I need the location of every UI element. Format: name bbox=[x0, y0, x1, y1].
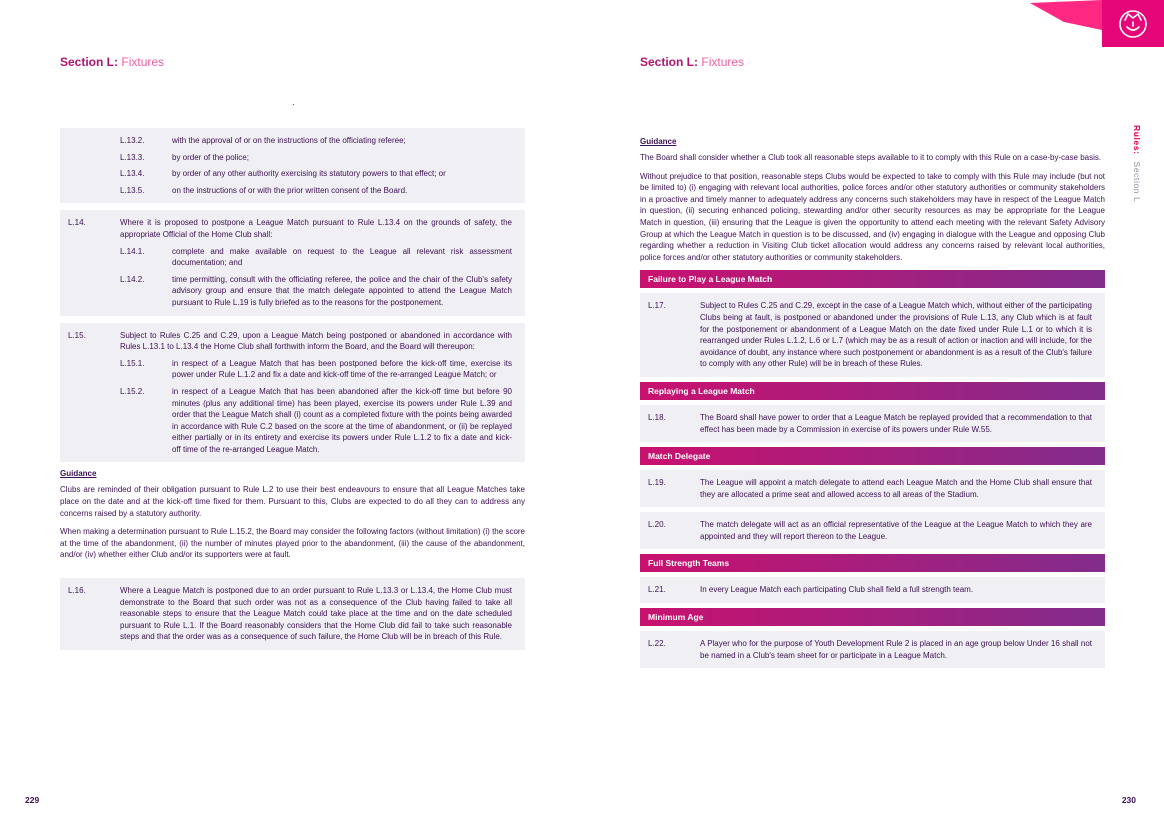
rule-number: L.13.2. bbox=[120, 136, 145, 145]
guidance-paragraph: When making a determination pursuant to Rule L.15.2, the Board may consider the following factors (without limitation) (i) the score at the time of the abandonment, (ii) the number of minutes played prior to the abandonment, (iii) the cause of the abandonment, and/or (iv) whether either Club and/or its supporters were at fault. bbox=[60, 527, 525, 560]
rule-item bbox=[68, 185, 512, 197]
guidance-paragraph: Without prejudice to that position, reasonable steps Clubs would be expected to take to comply with this Rule may include (but not be limited to) (i) engaging with relevant local authorities, police forces and/or other statutory authorities or community stakeholders in a proactive and timely manner to adequately address any concerns such stakeholders may have in respect of the League Match in question, (ii) securing enhanced policing, stewarding and/or other security resources as may be appropriate for the League Match in question, (iii) ensuring that the League is given the opportunity to attend each meeting with the relevant Safety Advisory Group at which the League Match in question is to be discussed, and (iv) engaging in dialogue with the League and opposing Club regarding whether a reduction in Visiting Club ticket allocation would address any concerns raised by relevant local authorities, police forces and/or other statutory authorities or community stakeholders. bbox=[640, 171, 1105, 262]
rule-number: L.20. bbox=[648, 520, 666, 530]
rule-item bbox=[648, 584, 1092, 596]
page-title-right bbox=[640, 55, 1105, 69]
section-label: Section L: bbox=[60, 55, 119, 69]
rule-number: L.13.4. bbox=[120, 169, 145, 179]
rule-item bbox=[68, 135, 512, 147]
rule-item bbox=[68, 274, 512, 309]
section-banner-replaying: Replaying a League Match bbox=[640, 382, 1105, 400]
rule-text: The Board shall have power to order that a League Match be replayed provided that a recommendation to that effect has been made by a Commission in exercise of its powers under Rule W.55. bbox=[700, 412, 1092, 434]
rule-number: L.14.1. bbox=[120, 246, 145, 256]
section-banner-match-delegate: Match Delegate bbox=[640, 447, 1105, 465]
rule-text: Subject to Rules C.25 and C.29, upon a League Match being postponed or abandoned in accordance with Rules L.13.1 to L.13.4 the Home Club shall forthwith inform the Board, and the Board will thereupon: bbox=[120, 330, 512, 352]
rule-item bbox=[648, 300, 1092, 370]
rule-number: L.19. bbox=[648, 478, 666, 488]
rule-number: L.17. bbox=[648, 301, 666, 311]
rule-block-l18 bbox=[640, 405, 1105, 442]
rule-number: L.15. bbox=[68, 330, 86, 340]
rule-block-l21 bbox=[640, 577, 1105, 603]
page-right bbox=[640, 55, 1105, 673]
rule-text: Subject to Rules C.25 and C.29, except in the case of a League Match which, without either of the participating Clubs being at fault, is postponed or abandoned under the provisions of Rule L.13, any Club which is at fault for the postponement or abandonment of a League Match on the date fixed under Rule L.1 or to which it is rearranged under Rules L.1.2, L.6 or L.7 (which may be as a result of action or inaction and will include, for the avoidance of doubt, any instance where such postponement or abandonment is as a result of the Club's failure to comply with any other Rule) will be in breach of these Rules. bbox=[700, 301, 1092, 369]
rule-text: complete and make available on request to the League all relevant risk assessment documentation; and bbox=[172, 246, 512, 268]
rule-text: in respect of a League Match that has been abandoned after the kick-off time but before 90 minutes (plus any additional time) has been played, exercise its powers under Rule L.39 and order that the League Match shall (i) count as a completed fixture with the points being awarded in accordance with Rule C.2 based on the score at the time of abandonment, or (ii) be replayed either partially or in its entirety and exercise its powers under Rule L.1.2 to fix a date and kick-off time of the re-arranged League Match. bbox=[172, 386, 512, 454]
rule-number: L.15.1. bbox=[120, 358, 145, 368]
section-banner-full-strength-teams: Full Strength Teams bbox=[640, 554, 1105, 572]
rule-block-l14 bbox=[60, 210, 525, 315]
rule-text: in respect of a League Match that has been postponed before the kick-off time, exercise its power under Rule L.1.2 and fix a date and kick-off time of the re-arranged League Match; or bbox=[172, 358, 512, 380]
rule-item bbox=[68, 152, 512, 164]
rule-number: L.18. bbox=[648, 412, 666, 422]
rule-block-l22 bbox=[640, 631, 1105, 668]
rule-text: Where it is proposed to postpone a League Match pursuant to Rule L.13.4 on the grounds of safety, the appropriate Official of the Home Club shall: bbox=[120, 218, 512, 239]
page-title-left bbox=[60, 55, 525, 69]
rule-number: L.22. bbox=[648, 639, 666, 649]
rule-item bbox=[648, 519, 1092, 542]
rule-text: with the approval of or on the instructions of the officiating referee; bbox=[172, 136, 406, 145]
section-banner-failure-to-play: Failure to Play a League Match bbox=[640, 270, 1105, 288]
rule-block-l17 bbox=[640, 293, 1105, 377]
rule-item bbox=[648, 477, 1092, 500]
pink-ribbon-shape bbox=[1030, 0, 1102, 30]
corner-decoration bbox=[1014, 0, 1164, 50]
rule-item bbox=[68, 168, 512, 180]
rule-item bbox=[68, 330, 512, 353]
rule-number: L.15.2. bbox=[120, 386, 145, 396]
side-tab-rules-label: Rules: bbox=[1132, 125, 1142, 155]
side-tab bbox=[1132, 125, 1142, 202]
rule-text: by order of any other authority exercising its statutory powers to that effect; or bbox=[172, 169, 446, 179]
rule-item bbox=[648, 412, 1092, 435]
rule-block-l20 bbox=[640, 512, 1105, 549]
stray-mark: . bbox=[292, 97, 295, 107]
rule-text: In every League Match each participating Club shall field a full strength team. bbox=[700, 585, 974, 595]
rule-text: A Player who for the purpose of Youth Development Rule 2 is placed in an age group below Under 16 shall not be named in a Club's team sheet for or participate in a League Match. bbox=[700, 639, 1092, 660]
guidance-paragraph: The Board shall consider whether a Club took all reasonable steps available to it to comply with this Rule on a case-by-case basis. bbox=[640, 153, 1102, 162]
section-title: Fixtures bbox=[701, 55, 745, 69]
rule-text: Where a League Match is postponed due to an order pursuant to Rule L.13.3 or L.13.4, the Home Club must demonstrate to the Board that such order was not as a consequence of the Club having failed to take all reasonable steps to ensure that the League Match could take place at the time and on the date scheduled pursuant to Rule L.1. If the Board reasonably considers that the Home Club did fail to take such reasonable steps and that the order was as a consequence of such failure, the Home Club will be in breach of this Rule. bbox=[120, 586, 512, 642]
section-label: Section L: bbox=[640, 55, 699, 69]
rule-text: on the instructions of or with the prior written consent of the Board. bbox=[172, 185, 408, 195]
rule-item bbox=[68, 217, 512, 240]
rule-item bbox=[68, 358, 512, 381]
rule-text: The League will appoint a match delegate to attend each League Match and the Home Club shall ensure that they are allocated a prime seat and allowed access to all areas of the Stadium. bbox=[700, 478, 1092, 499]
rule-item bbox=[68, 386, 512, 456]
rule-block-l16 bbox=[60, 578, 525, 650]
rule-number: L.14.2. bbox=[120, 274, 145, 284]
page-number-right: 230 bbox=[1121, 795, 1136, 805]
rule-block-l15 bbox=[60, 323, 525, 463]
rule-number: L.16. bbox=[68, 586, 86, 596]
guidance-heading: Guidance bbox=[640, 137, 677, 146]
rule-item bbox=[648, 638, 1092, 661]
rule-item bbox=[68, 585, 512, 643]
rule-number: L.21. bbox=[648, 585, 666, 595]
side-tab-section-label: Section L bbox=[1132, 161, 1142, 203]
rule-number: L.13.3. bbox=[120, 152, 145, 162]
section-title: Fixtures bbox=[121, 55, 165, 69]
page-number-left: 229 bbox=[25, 795, 40, 805]
rule-number: L.14. bbox=[68, 218, 86, 228]
rule-number: L.13.5. bbox=[120, 185, 145, 195]
rule-block-l13 bbox=[60, 128, 525, 203]
rule-block-l19 bbox=[640, 470, 1105, 507]
guidance-heading: Guidance bbox=[60, 469, 97, 479]
section-banner-minimum-age: Minimum Age bbox=[640, 608, 1105, 626]
rule-text: by order of the police; bbox=[172, 152, 249, 162]
rule-item bbox=[68, 246, 512, 269]
guidance-paragraph: Clubs are reminded of their obligation pursuant to Rule L.2 to use their best endeavours to ensure that all League Matches take place on the date and at the kick-off time fixed for them. Pursuant to this, Clubs are expected to do all they can to address any concerns raised by a statutory authority. bbox=[60, 485, 525, 518]
page-left bbox=[60, 55, 525, 657]
rule-text: time permitting, consult with the officiating referee, the police and the chair of the Club's safety advisory group and ensure that the match delegate appointed to attend the League Match pursuant to Rule L.19 is fully briefed as to the reasons for the postponement. bbox=[172, 274, 512, 307]
rule-text: The match delegate will act as an official representative of the League at the League Match to which they are appointed and they will report thereon to the League. bbox=[700, 520, 1092, 541]
